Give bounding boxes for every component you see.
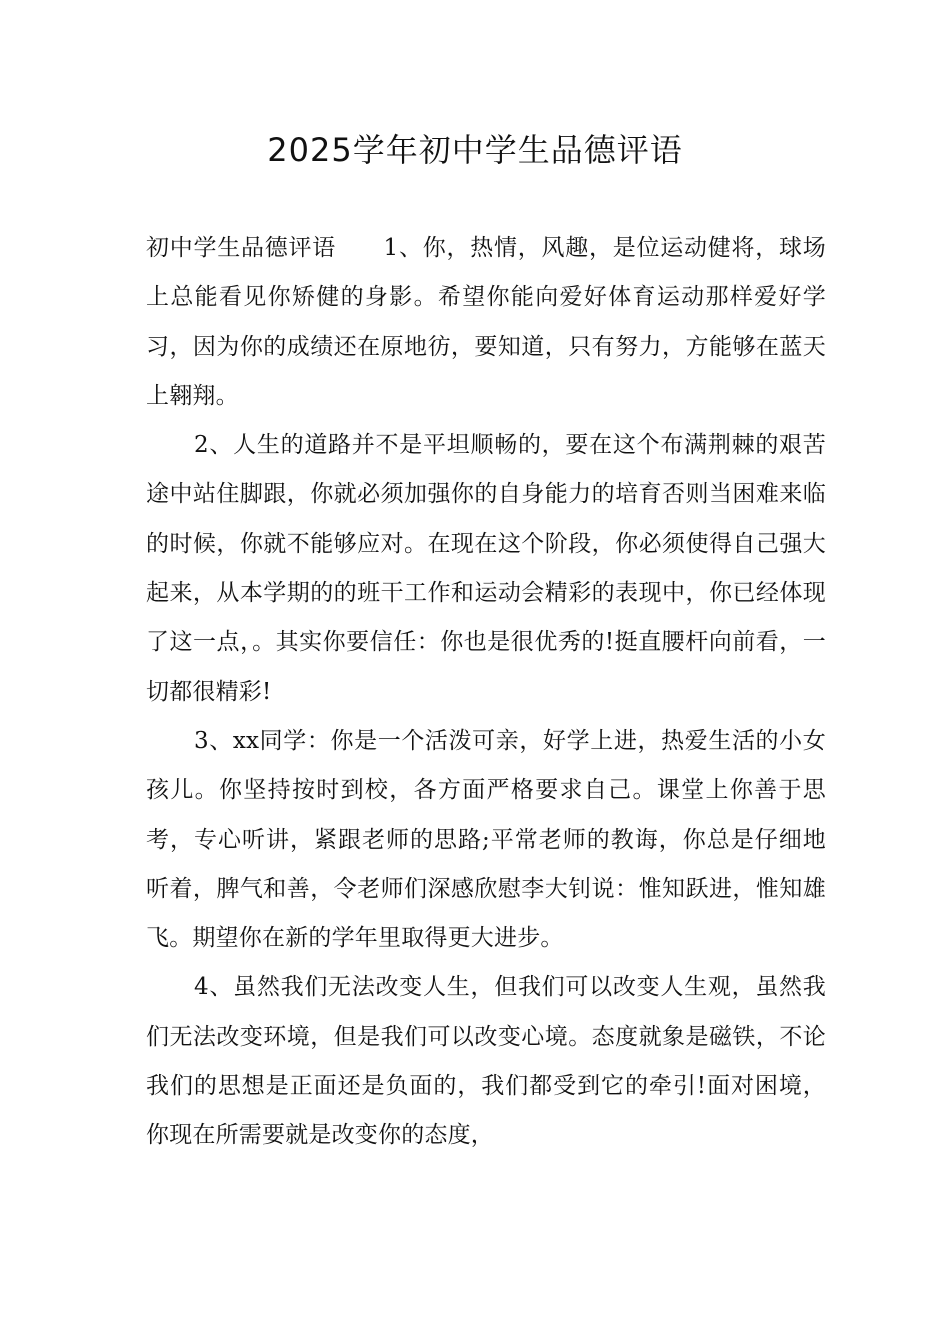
paragraph-2: 2、人生的道路并不是平坦顺畅的，要在这个布满荆棘的艰苦途中站住脚跟，你就必须加强你的自身能力的培育否则当困难来临的时候，你就不能够应对。在现在这个阶段，你必须使得自己强大起来，从本学期的的班干工作和运动会精彩的表现中，你已经体现了这一点，。其实你要信任：你也是很优秀的!挺直腰杆向前看，一切都很精彩! — [146, 432, 826, 705]
document-body — [146, 224, 826, 1161]
paragraph-3: 3、xx同学：你是一个活泼可亲，好学上进，热爱生活的小女孩儿。你坚持按时到校，各方面严格要求自己。课堂上你善于思考，专心听讲，紧跟老师的思路;平常老师的教诲，你总是仔细地听着，脾气和善，令老师们深感欣慰李大钊说：惟知跃进，惟知雄飞。期望你在新的学年里取得更大进步。 — [146, 727, 826, 952]
document-title: 2025学年初中学生品德评语 — [267, 131, 683, 169]
paragraph-1: 初中学生品德评语 1、你，热情，风趣，是位运动健将，球场上总能看见你矫健的身影。希望你能向爱好体育运动那样爱好学习，因为你的成绩还在原地彷，要知道，只有努力，方能够在蓝天上翱翔。 — [146, 235, 826, 409]
paragraph-4: 4、虽然我们无法改变人生，但我们可以改变人生观，虽然我们无法改变环境，但是我们可以改变心境。态度就象是磁铁，不论我们的思想是正面还是负面的，我们都受到它的牵引!面对困境，你现在所需要就是改变你的态度， — [146, 974, 826, 1149]
